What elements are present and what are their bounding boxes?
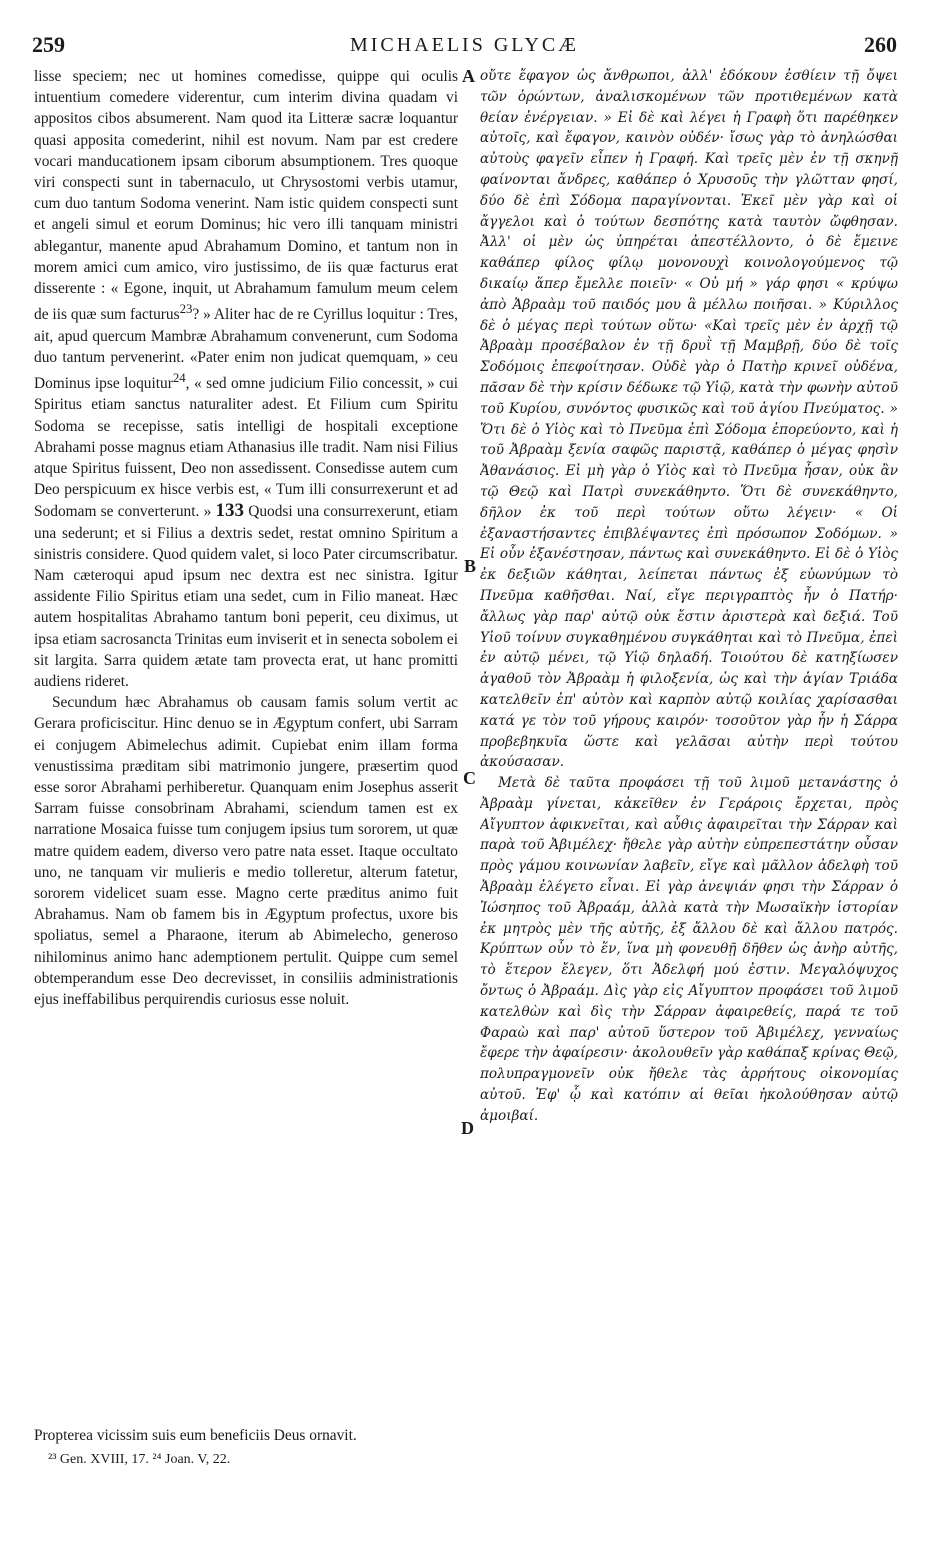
page-header [30,32,899,62]
latin-text-a: lisse speciem; nec ut homines comedisse, quippe qui oculis intuentium comedere viderentur, cum interim divina quadam vi appositos cibos absumerent. Nam quod ita Litteræ sacræ loquantur quasi apposita comederint, nihil est novum. Nam par est credere vocari manducationem ipsam ciborum absumptionem. Tres quoque viri conspecti sunt in tabernaculo, ut Chrysostomi verbis utamur, cum duo tantum Sodoma venerint. Nam istic quidem conspecti sunt et angeli simul et eorum Dominus; hic vero illi tanquam ministri ablegantur, manente apud Abrahamum Domino, et tantum non in morem amici cum amico, viro justissimo, de iis quæ facturus erat disserente : « Egone, inquit, ut Abrahamum famulum meum celem de iis quæ sum facturus [34,68,458,324]
latin-paragraph-1 [34,66,458,692]
page-number-left: 259 [32,32,65,57]
latin-text-d: Quodsi una consurrexerunt, etiam una sederunt; et si Filius a dextris sedet, restat omnino Spiritum a sinistris considere. Quod quidem valet, si loco Pater circumscribatur. Nam cæteroqui apud ipsum nec dextra est nec sinistra. Igitur assidente Filio Spiritus etiam una sedet, cum in Filio maneat. Hæc autem hospitalitas Abrahamo tantum boni peperit, ceu diximus, ut ipsa etiam sacrosancta Trinitas eum inviserit et in senecta sobolem ei sit largita. Sarra quidem ætate tam provecta erat, ut hanc promitti audiens rideret. [34,503,458,690]
margin-marker-a: A [462,66,475,86]
running-title: MICHAELIS GLYCÆ [349,34,580,56]
margin-marker-b: B [464,556,477,576]
latin-text-c: , « sed omne judicium Filio concessit, » cui Spiritus etiam sanctus naturaliter adest. Et Filium cum Spiritu Sodoma se recepisse, satis intelligi de hospitali exceptione Abrahami posse magnus etiam Athanasius ille tradit. Nam nisi Filius atque Spiritus fuissent, Deo non assedissent. Consedisse autem cum Deo perspicuum ex hisce verbis est, « Tum illi consurrexerunt et ad Sodomam se converterunt. » [34,375,458,521]
latin-column [34,66,458,1426]
section-number: 133 [215,500,244,522]
latin-continuation-line: Propterea vicissim suis eum beneficiis Deus ornavit. [34,1427,357,1444]
latin-text-b: ? » Aliter hac de re Cyrillus loquitur : Tres, ait, apud quercum Mambræ Abrahamum convenerunt, cum Sodoma duo tantum pervenerint. «Pater enim non judicat quemquam, » ceu Dominus ipse loquitur [34,306,458,393]
greek-paragraph-2: Μετὰ δὲ ταῦτα προφάσει τῇ τοῦ λιμοῦ μετανάστης ὁ Ἀβραὰμ γίνεται, κἀκεῖθεν ἐν Γεράροις ἔρχεται, πρὸς Αἴγυπτον ἀφικνεῖται, καὶ αὖθις ἀφαιρεῖται τὴν Σάρραν καὶ παρὰ τοῦ Ἀβιμέλεχ· ἤθελε γὰρ αὐτὴν εὐπρεπεστάτην οὖσαν πρὸς γάμου κοινωνίαν λαβεῖν, εἴγε καὶ μᾶλλον ἀδελφὴ τοῦ Ἀβραὰμ ἐλέγετο εἶναι. Εἰ γὰρ ἀνεψιάν φησι τὴν Σάρραν ὁ Ἰώσηπος τοῦ Ἀβραάμ, ἀλλὰ κατὰ τὴν Μωσαϊκὴν ἱστορίαν ἐκ μητρὸς μὲν τῆς αὐτῆς, ἐξ ἄλλου δὲ καὶ ἄλλου πατρός. Κρύπτων οὖν τὸ ἕν, ἵνα μὴ φονευθῇ δῆθεν ὡς ἀνὴρ αὐτῆς, τὸ ἕτερον ἔλεγεν, ὅτι Ἀδελφή μού ἐστιν. Μεγαλόψυχος ὄντως ὁ Ἀβραάμ. Δὶς γὰρ εἰς Αἴγυπτον προφάσει τοῦ λιμοῦ κατελθὼν καὶ δὶς τὴν Σάρραν ἀφαιρεθείς, παρά τε τοῦ Φαραὼ καὶ παρ' αὐτοῦ ὕστερον τοῦ Ἀβιμέλεχ, γενναίως ἔφερε τὴν ἀφαίρεσιν· ἀκολουθεῖν γὰρ καθάπαξ κρίνας Θεῷ, πολυπραγμονεῖν οὐκ ἤθελε τὰς ἀρρήτους οἰκονομίας αὐτοῦ. Ἐφ' ᾧ καὶ κατόπιν αἱ θεῖαι ἠκολούθησαν αὐτῷ ἀμοιβαί. [480,775,898,1124]
margin-marker-d: D [461,1118,474,1138]
footnotes: ²³ Gen. XVIII, 17. ²⁴ Joan. V, 22. [48,1452,231,1467]
greek-column [480,66,898,1426]
latin-paragraph-2: Secundum hæc Abrahamus ob causam famis solum vertit ac Gerara proficiscitur. Hinc denuo se in Ægyptum confert, ubi Sarram ei conjugem Abimelechus adimit. Cupiebat enim illam forma venustissima præditam sibi matrimonio jungere, præsertim quod esse soror Abrahami perhiberetur. Quanquam enim Josephus asserit Sarram fuisse consobrinam Abrahami, sciendum tamen est ex narratione Mosaica fuisse tum conjugem ipsius tum sororem, ut quæ matre quidem eadem, diverso vero patre nata esset. Itaque occultato uno, ne tanquam vir mulieris e medio tolleretur, alterum fatetur, sororem videlicet suam esse. Magno certe præditus animo fuit Abrahamus. Nam ob famem bis in Ægyptum profectus, uxore bis spoliatus, semel a Pharaone, iterum ab Abimelecho, generoso nihilominus animo hanc ademptionem pertulit. Quippe cum semel obtemperandum esse Deo decrevisset, in consiliis administrationis ejus ineffabilibus perquirendis curiosus esse noluit. [34,694,458,1008]
margin-marker-c: C [463,768,476,788]
footnote-ref: 23 [179,302,193,317]
greek-paragraph-1: οὔτε ἔφαγον ὡς ἄνθρωποι, ἀλλ' ἐδόκουν ἐσθίειν τῇ ὄψει τῶν ὁρώντων, ἀναλισκομένων τῶν προτιθεμένων κατὰ θείαν ἐνέργειαν. » Εἰ δὲ καὶ λέγει ἡ Γραφὴ ὅτι παρέθηκεν αὐτοῖς, καὶ ἔφαγον, καινὸν οὐδέν· ἴσως γὰρ τὸ ἀνηλώσθαι αὐτοὺς φαγεῖν εἶπεν ἡ Γραφή. Καὶ τρεῖς μὲν ἐν τῇ σκηνῇ φαίνονται ἄνδρες, καθάπερ ὁ Χρυσοῦς τὴν γλῶτταν φησί, δύο δὲ ἐπὶ Σόδομα παραγίνονται. Ἐκεῖ μὲν γὰρ καὶ οἱ ἄγγελοι καὶ ὁ τούτων δεσπότης κατὰ ταυτὸν ὤφθησαν. Ἀλλ' οἱ μὲν ὡς ὑπηρέται ἀπεστέλλοντο, ὁ δὲ ἔμεινε καθάπερ φίλος φίλῳ μονονουχὶ κοινολογούμενος τῷ δικαίῳ ἅπερ ἔμελλε ποιεῖν· « Οὐ μή » γάρ φησι « κρύψω ἀπὸ Ἀβραὰμ τοῦ παιδός μου ἃ μέλλω ποιῆσαι. » Κύριλλος δὲ ὁ μέγας περὶ τούτων οὕτω· «Καὶ τρεῖς μὲν ἐν ἀρχῇ τῷ Ἀβραὰμ προσέβαλον ἐν τῇ δρυῒ τῇ Μαμβρῇ, δύο δὲ τοῖς Σοδόμοις ἐπεφοίτησαν. Οὐδὲ γὰρ ὁ Πατὴρ κρινεῖ οὐδένα, πᾶσαν δὲ τὴν κρίσιν δέδωκε τῷ Υἱῷ, κατὰ τὴν φωνὴν αὐτοῦ τοῦ Κυρίου, συνόντος φυσικῶς καὶ τοῦ ἁγίου Πνεύματος. » Ὅτι δὲ ὁ Υἱὸς καὶ τὸ Πνεῦμα ἐπὶ Σόδομα ἐπορεύοντο, καὶ ἡ τοῦ Ἀβραὰμ ξενία σαφῶς παριστᾷ, καθάπερ ὁ μέγας φησὶν Ἀθανάσιος. Εἰ μὴ γὰρ ὁ Υἱὸς καὶ τὸ Πνεῦμα ἦσαν, οὐκ ἂν τῷ Θεῷ καὶ Πατρὶ συνεκάθηντο. Ὅτι δὲ συνεκάθηντο, δῆλον ἐκ τοῦ περὶ τούτων οὕτω λέγειν· « Οἱ ἐξαναστήσαντες ἐπιβλέψαντες ἐπὶ πρόσωπον Σοδόμων. » Εἰ οὖν ἐξανέστησαν, πάντως καὶ συνεκάθηντο. Εἰ δὲ ὁ Υἱὸς ἐκ δεξιῶν κάθηται, λείπεται πάντως ἐξ εὐωνύμων τὸ Πνεῦμα καθῆσθαι. Ναί, εἴγε περιγραπτὸς ἦν ὁ Πατήρ· ἄλλως γὰρ παρ' αὐτῷ οὐκ ἔστιν ἀριστερὰ καὶ δεξιά. Τοῦ Υἱοῦ τοίνυν συγκαθημένου συγκάθηται καὶ τὸ Πνεῦμα, ἐπεὶ ἐν αὐτῷ μένει, τῷ Υἱῷ δηλαδή. Τοιούτου δὲ κατηξίωσεν ἀγαθοῦ τὸν Ἀβραὰμ ἡ φιλοξενία, ὡς καὶ τὴν ἁγίαν Τριάδα κατελθεῖν ἐπ' αὐτὸν καὶ καρπὸν αὐτῷ κοιλίας χαρίσασθαι κατά γε τὸν τοῦ γήρους καιρόν· τοσοῦτον γὰρ ἦν ἡ Σάρρα προβεβηκυῖα ὥστε καὶ γελᾶσαι αὐτὴν περὶ τούτου ἀκούσασαν. [480,68,898,771]
page-number-right: 260 [864,32,897,57]
footnote-ref: 24 [172,370,186,385]
